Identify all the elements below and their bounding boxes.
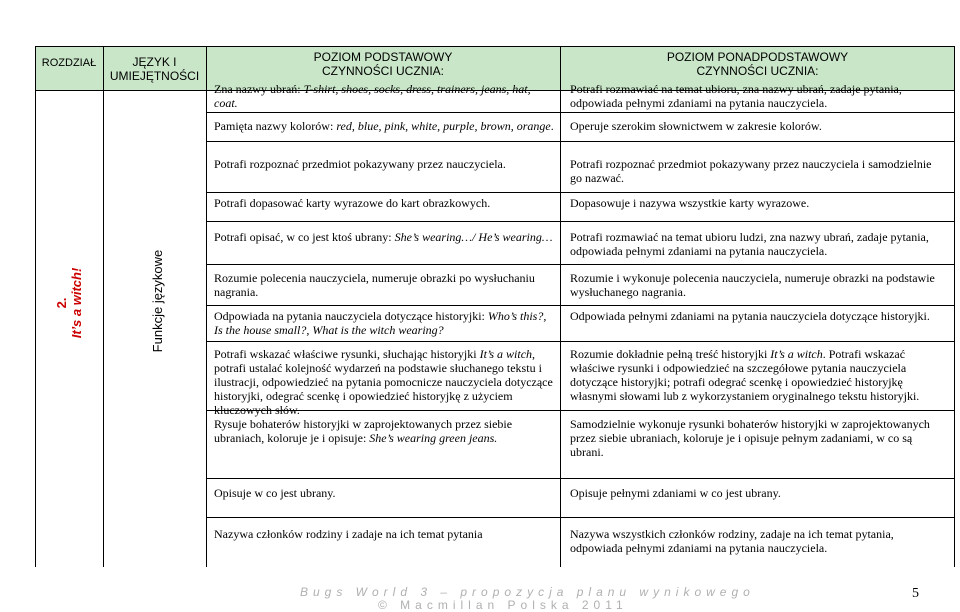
- advanced-text-italic: It’s a witch: [770, 347, 823, 361]
- advanced-text: Odpowiada pełnymi zdaniami na pytania nauczyciela dotyczące historyjki.: [570, 309, 930, 323]
- advanced-text: Potrafi rozmawiać na temat ubioru ludzi, zna nazwy ubrań, zadaje pytania, odpowiada pełnymi zdaniami na pytania nauczyciela.: [570, 230, 929, 258]
- skill-text: Funkcje językowe: [150, 249, 165, 353]
- grid-line: [103, 46, 104, 567]
- basic-cell: [214, 309, 554, 337]
- advanced-cell: [570, 271, 940, 299]
- basic-text-italic: Who’s this?, Is the house small?, What is the witch wearing?: [214, 309, 547, 337]
- header-basic-line2: CZYNNOŚCI UCZNIA:: [321, 64, 444, 78]
- row-divider: [206, 221, 954, 222]
- advanced-cell: [570, 347, 940, 403]
- basic-text-italic: It’s a witch: [479, 347, 533, 361]
- basic-text-after: .: [550, 119, 554, 133]
- basic-cell: [214, 527, 554, 541]
- grid-line: [35, 46, 36, 567]
- row-divider: [206, 264, 954, 265]
- footer-copyright: © Macmillan Polska 2011: [378, 598, 628, 612]
- advanced-text-after: . Potrafi wskazać właściwe rysunki i odpowiedzieć na szczegółowe pytania nauczyciela dotyczące historyjki; potrafi odegrać scenkę i opowiedzieć historyjkę własnymi słowami lub z wykorzystaniem oryginalnego tekstu historyjki.: [570, 347, 920, 403]
- basic-text: Zna nazwy ubrań:: [214, 82, 304, 96]
- basic-text: Potrafi wskazać właściwe rysunki, słuchając historyjki: [214, 347, 480, 361]
- advanced-cell: [570, 157, 940, 185]
- basic-cell: [214, 417, 554, 445]
- advanced-cell: [570, 230, 940, 258]
- basic-cell: [214, 486, 554, 500]
- row-divider: [206, 478, 954, 479]
- advanced-text: Rozumie i wykonuje polecenia nauczyciela, numeruje obrazki na podstawie wysłuchanego nagrania.: [570, 271, 935, 299]
- basic-cell: [214, 271, 554, 299]
- basic-text: Opisuje w co jest ubrany.: [214, 486, 336, 500]
- basic-text-italic: She’s wearing…/ He’s wearing…: [394, 230, 553, 244]
- advanced-text: Potrafi rozpoznać przedmiot pokazywany przez nauczyciela i samodzielnie go nazwać.: [570, 157, 932, 185]
- basic-text-italic: red, blue, pink, white, purple, brown, orange: [336, 119, 551, 133]
- basic-cell: [214, 82, 554, 110]
- basic-text: Pamięta nazwy kolorów:: [214, 119, 337, 133]
- header-rozdzial: [35, 46, 103, 91]
- advanced-text: Nazywa wszystkich członków rodziny, zadaje na ich temat pytania, odpowiada pełnymi zdaniami na pytania nauczyciela.: [570, 527, 894, 555]
- row-divider: [206, 112, 954, 113]
- basic-text: Nazywa członków rodziny i zadaje na ich temat pytania: [214, 527, 483, 541]
- basic-text: Potrafi rozpoznać przedmiot pokazywany przez nauczyciela.: [214, 157, 506, 171]
- header-jezyk: [103, 46, 206, 91]
- basic-cell: [214, 157, 554, 171]
- chapter-number: 2.: [54, 297, 69, 309]
- chapter-label: [54, 243, 84, 363]
- basic-text-after: , potrafi ustalać kolejność wydarzeń na podstawie słuchanego tekstu i ilustracji, odpowiedzieć na pytania pomocnicze nauczyciela dotyczące historyjki, odegrać scenkę i opowiedzieć historyjkę z użyciem kluczowych słów.: [214, 347, 553, 417]
- row-divider: [206, 141, 954, 142]
- chapter-title: It’s a witch!: [69, 267, 84, 339]
- advanced-cell: [570, 417, 940, 459]
- basic-text: Potrafi dopasować karty wyrazowe do kart obrazkowych.: [214, 196, 491, 210]
- row-divider: [206, 341, 954, 342]
- basic-cell: [214, 196, 554, 210]
- advanced-text: Rozumie dokładnie pełną treść historyjki: [570, 347, 771, 361]
- basic-text: Rozumie polecenia nauczyciela, numeruje obrazki po wysłuchaniu nagrania.: [214, 271, 535, 299]
- advanced-cell: [570, 196, 940, 210]
- footer-title: Bugs World 3 – propozycja planu wynikowego: [300, 585, 755, 599]
- advanced-text: Dopasowuje i nazywa wszystkie karty wyrazowe.: [570, 196, 810, 210]
- basic-text-italic: She’s wearing green jeans.: [369, 431, 498, 445]
- advanced-cell: [570, 82, 940, 110]
- advanced-cell: [570, 119, 940, 133]
- advanced-cell: [570, 527, 940, 555]
- basic-text: Rysuje bohaterów historyjki w zaprojektowanych przez siebie ubraniach, koloruje je i opisuje:: [214, 417, 513, 445]
- header-advanced-line2: CZYNNOŚCI UCZNIA:: [696, 64, 819, 78]
- header-jezyk-line1: JĘZYK I: [132, 55, 177, 69]
- skill-label: [150, 231, 168, 371]
- grid-line: [206, 46, 207, 567]
- advanced-cell: [570, 486, 940, 500]
- basic-cell: [214, 119, 554, 133]
- advanced-text: Potrafi rozmawiać na temat ubioru, zna nazwy ubrań, zadaje pytania, odpowiada pełnymi zdaniami na pytania nauczyciela.: [570, 82, 902, 110]
- basic-cell: [214, 347, 554, 417]
- row-divider: [206, 192, 954, 193]
- advanced-text: Samodzielnie wykonuje rysunki bohaterów historyjki w zaprojektowanych przez siebie ubraniach, koloruje je i opisuje pełnym zadaniami, w co są ubrani.: [570, 417, 930, 459]
- page-number: 5: [912, 586, 919, 601]
- row-divider: [206, 517, 954, 518]
- header-rozdzial-label: ROZDZIAŁ: [41, 57, 97, 69]
- basic-text: Odpowiada na pytania nauczyciela dotyczące historyjki:: [214, 309, 488, 323]
- advanced-text: Operuje szerokim słownictwem w zakresie kolorów.: [570, 119, 822, 133]
- advanced-text: Opisuje pełnymi zdaniami w co jest ubrany.: [570, 486, 781, 500]
- header-jezyk-line2: UMIEJĘTNOŚCI: [109, 69, 200, 83]
- header-basic-line1: POZIOM PODSTAWOWY: [313, 50, 453, 64]
- row-divider: [206, 305, 954, 306]
- header-advanced-line1: POZIOM PONADPODSTAWOWY: [666, 50, 849, 64]
- grid-line: [560, 46, 561, 567]
- basic-cell: [214, 230, 554, 244]
- basic-text: Potrafi opisać, w co jest ktoś ubrany:: [214, 230, 395, 244]
- grid-line: [954, 46, 955, 567]
- advanced-cell: [570, 309, 945, 323]
- basic-text-italic: T-shirt, shoes, socks, dress, trainers, jeans, hat, coat.: [214, 82, 531, 110]
